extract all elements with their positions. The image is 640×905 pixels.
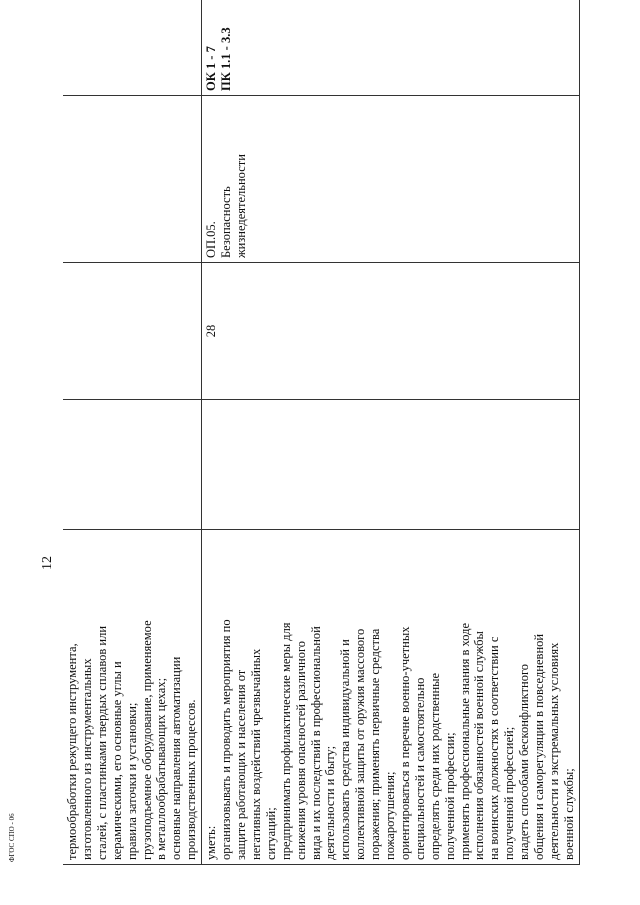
skills-cell	[202, 530, 580, 865]
text-line: деятельности и быту;	[323, 745, 338, 860]
text-line: общения и саморегуляции в повседневной	[532, 633, 547, 860]
text-line: основные направления автоматизации	[169, 656, 184, 860]
curriculum-table	[63, 0, 580, 865]
max-hours-cell	[63, 400, 202, 530]
text-line: термообработки режущего инструмента,	[65, 643, 79, 860]
discipline-name: Безопасность	[219, 186, 234, 258]
discipline-cell	[63, 96, 202, 263]
text-line: исполнения обязанностей военной службы	[472, 631, 487, 860]
text-line: керамическими, его основные углы и	[109, 661, 124, 860]
text-line: уметь:	[204, 825, 219, 860]
text-line: владеть способами бесконфликтного	[517, 663, 532, 860]
competency-code: ПК 1.1 - 3.3	[219, 27, 234, 91]
discipline-code: ОП.05.	[204, 221, 219, 258]
text-line: ориентироваться в перечне военно-учетных	[397, 626, 412, 860]
text-line: предпринимать профилактические меры для	[278, 622, 293, 860]
page-number: 12	[40, 556, 55, 570]
discipline-name: жизнедеятельности	[233, 154, 248, 258]
text-line: полученной профессии;	[442, 732, 457, 860]
text-line: правила заточки и установки;	[124, 702, 139, 860]
text-line: поражения; применять первичные средства	[368, 628, 383, 860]
text-line: снижения уровня опасностей различного	[293, 640, 308, 860]
text-line: деятельности и экстремальных условиях	[547, 642, 561, 860]
text-line: вида и их последствий в профессиональной	[308, 626, 323, 860]
knowledge-cell	[63, 530, 202, 865]
rotated-table-page	[63, 25, 625, 865]
text-line: определять среди них родственные	[427, 672, 442, 860]
text-line: в металлообрабатывающих цехах;	[154, 677, 169, 860]
discipline-cell	[202, 96, 580, 263]
competencies-cell	[63, 0, 202, 96]
competencies-cell	[202, 0, 580, 96]
text-line: ситуаций;	[263, 807, 278, 860]
text-line: производственных процессов.	[184, 699, 199, 860]
text-line: применять профессиональные знания в ходе	[457, 622, 472, 860]
text-line: использовать средства индивидуальной и	[338, 639, 353, 860]
text-line: коллективной защиты от оружия массового	[353, 628, 368, 860]
text-line: военной службы;	[561, 768, 576, 860]
table-row	[202, 0, 580, 865]
document-footer: ФГОС СПО - 06	[8, 813, 16, 862]
text-line: полученной профессией;	[502, 726, 517, 860]
table-row	[63, 0, 202, 865]
text-line: защите работающих и населения от	[233, 669, 248, 860]
text-line: организовывать и проводить мероприятия по	[219, 619, 234, 860]
hours-cell: 28	[202, 263, 580, 400]
hours-cell	[63, 263, 202, 400]
competency-code: ОК 1 - 7	[204, 46, 219, 91]
text-line: негативных воздействий чрезвычайных	[248, 648, 263, 860]
text-line: пожаротушения;	[383, 771, 398, 860]
text-line: сталей, с пластинками твердых сплавов или	[94, 625, 109, 860]
max-hours-cell	[202, 400, 580, 530]
text-line: на воинских должностях в соответствии с	[487, 636, 502, 860]
text-line: специальностей и самостоятельно	[412, 677, 427, 860]
text-line: изготовленного из инструментальных	[79, 658, 94, 860]
text-line: грузоподъемное оборудование, применяемое	[139, 620, 154, 860]
